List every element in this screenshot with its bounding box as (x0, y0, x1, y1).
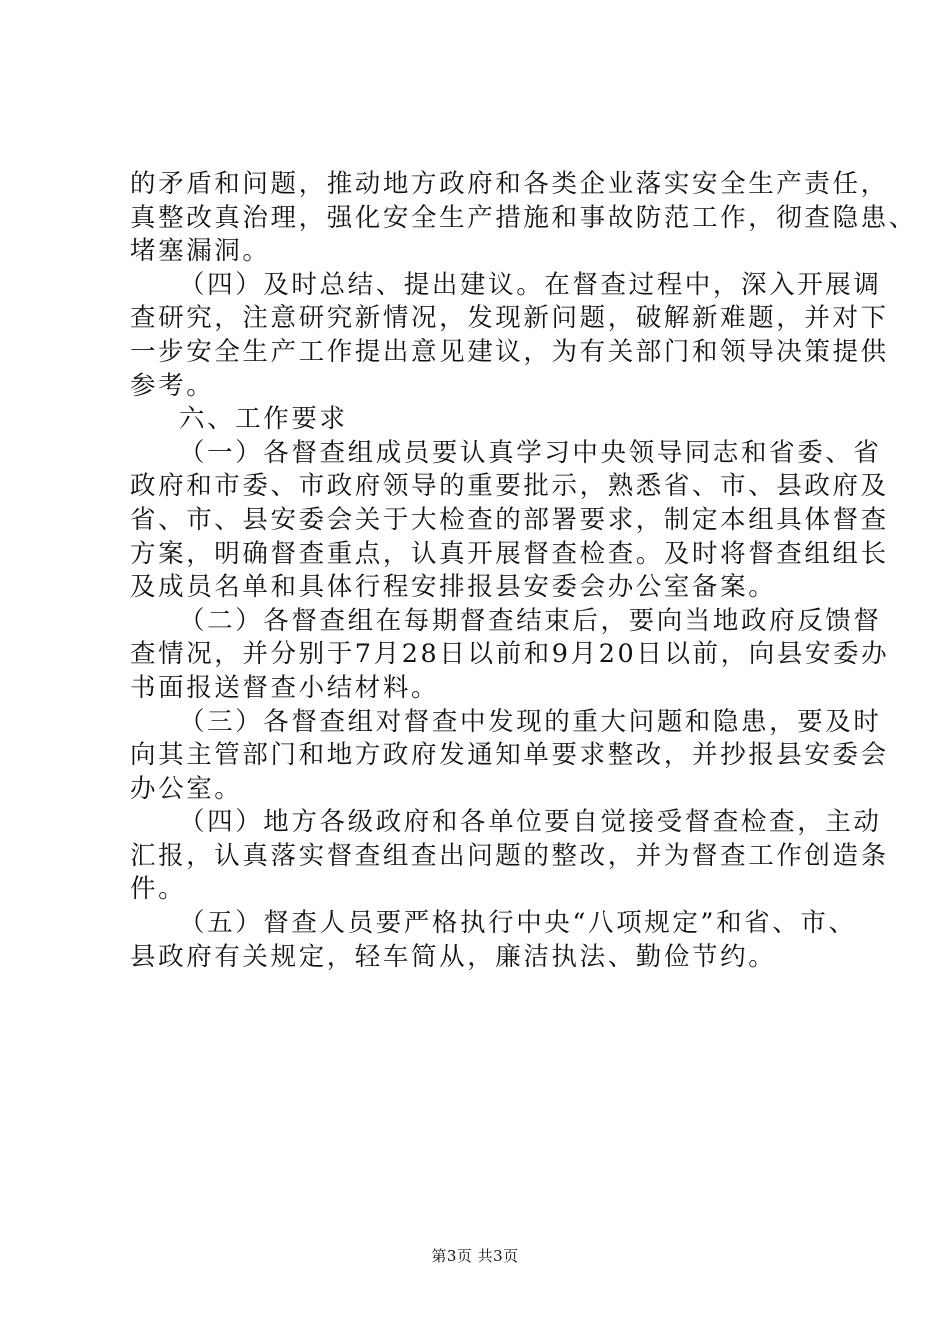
text-line: 件。 (130, 874, 187, 905)
text-line: 方案，明确督查重点，认真开展督查检查。及时将督查组组长 (130, 538, 889, 569)
paragraph-start: （四）及时总结、提出建议。在督查过程中，深入开展调 (179, 269, 882, 300)
text-line: 查情况，并分别于7月28日以前和9月20日以前，向县安委办 (130, 639, 890, 670)
paragraph-start: （四）地方各级政府和各单位要自觉接受督查检查，主动 (179, 807, 882, 838)
text-line: 县政府有关规定，轻车简从，廉洁执法、勤俭节约。 (130, 941, 777, 972)
document-body (130, 168, 917, 974)
text-line: 的矛盾和问题，推动地方政府和各类企业落实安全生产责任， (130, 169, 889, 199)
page-number: 第3页 共3页 (431, 1247, 519, 1265)
text-line: 堵塞漏洞。 (130, 236, 271, 267)
text-line: 政府和市委、市政府领导的重要批示，熟悉省、市、县政府及 (130, 471, 889, 502)
text-line: 一步安全生产工作提出意见建议，为有关部门和领导决策提供 (130, 336, 889, 367)
text-line: 向其主管部门和地方政府发通知单要求整改，并抄报县安委会 (130, 740, 889, 771)
section-heading: 六、工作要求 (179, 404, 348, 435)
paragraph-start: （五）督查人员要严格执行中央“八项规定”和省、市、 (179, 908, 857, 939)
text-line: 书面报送督查小结材料。 (130, 672, 440, 703)
text-line: 省、市、县安委会关于大检查的部署要求，制定本组具体督查 (130, 504, 889, 535)
paragraph-start: （二）各督查组在每期督查结束后，要向当地政府反馈督 (179, 605, 882, 636)
text-line: 参考。 (130, 370, 215, 401)
text-line: 查研究，注意研究新情况，发现新问题，破解新难题，并对下 (130, 303, 889, 334)
text-line: 真整改真治理，强化安全生产措施和事故防范工作，彻查隐患、 (130, 202, 917, 233)
text-line: 及成员名单和具体行程安排报县安委会办公室备案。 (130, 572, 777, 603)
paragraph-start: （三）各督查组对督查中发现的重大问题和隐患，要及时 (179, 706, 882, 737)
text-line: 汇报，认真落实督查组查出问题的整改，并为督查工作创造条 (130, 840, 889, 871)
paragraph-start: （一）各督查组成员要认真学习中央领导同志和省委、省 (179, 437, 882, 468)
text-line: 办公室。 (130, 773, 243, 804)
